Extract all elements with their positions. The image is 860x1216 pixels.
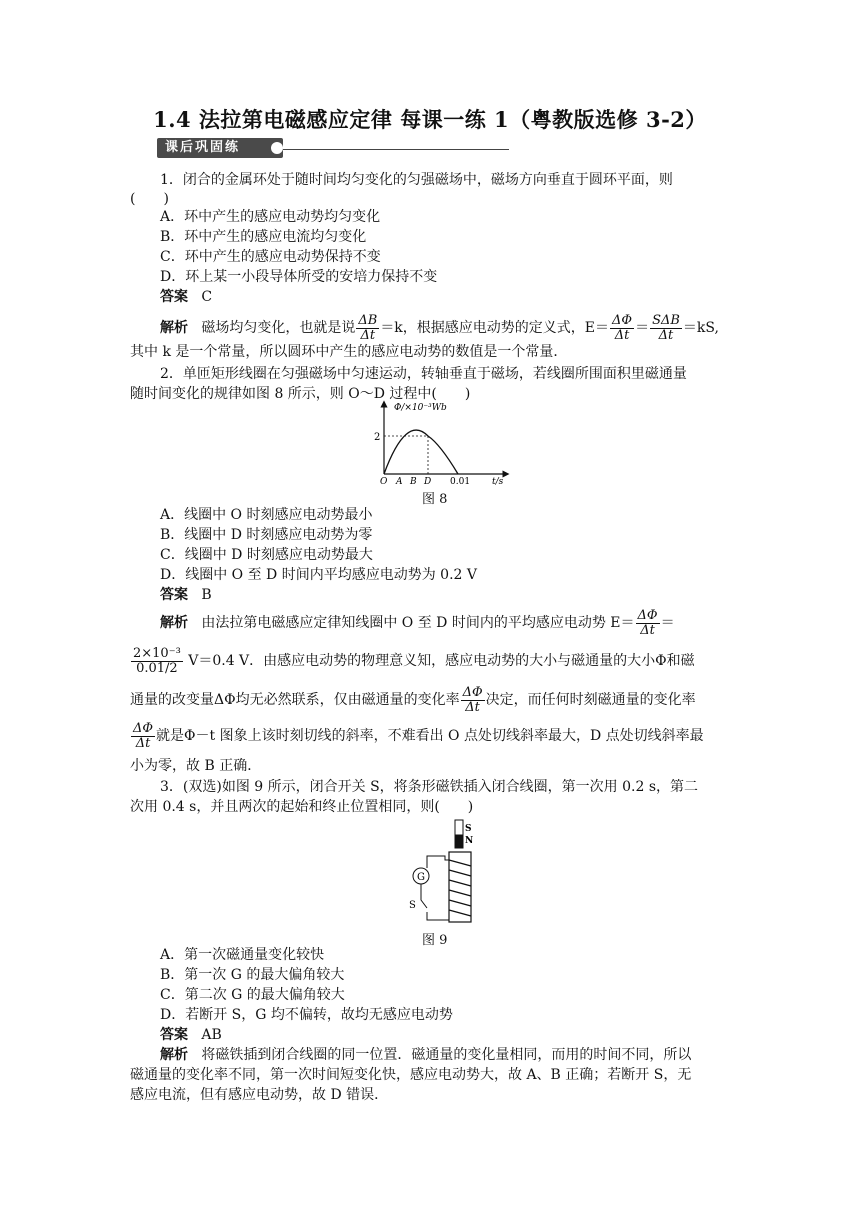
q3-analysis-line3: 感应电流，但有感应电动势，故 D 错误． — [130, 1087, 389, 1103]
point-b: B — [410, 477, 417, 486]
q3-analysis-line1 — [160, 1045, 691, 1065]
q1-frac-dphi-dt — [610, 314, 634, 343]
q2-frac-dphi-dt-a — [636, 609, 660, 638]
q2-analysis-text-3b: 决定，而任何时刻磁通量的变化率 — [485, 692, 696, 708]
q2-frac-b-num: 2×10⁻³ — [133, 645, 181, 661]
section-badge-label: 课后巩固练 — [165, 140, 241, 155]
q1-analysis-text-d: ＝kS, — [682, 320, 719, 336]
section-header — [157, 138, 509, 160]
q3-answer — [160, 1025, 222, 1045]
q2-eq-sign: ＝ — [660, 615, 675, 631]
q1-analysis-text-b: ＝k，根据感应电动势的定义式，E＝ — [380, 320, 610, 336]
q3-option-a: A．第一次磁通量变化较快 — [160, 947, 325, 963]
q2-analysis-text-2: V＝0.4 V．由感应电动势的物理意义知，感应电动势的大小与磁通量的大小Φ和磁 — [188, 653, 695, 669]
y-axis-label: Φ/×10⁻³Wb — [394, 403, 447, 413]
q1-frac1-den: Δt — [360, 327, 376, 343]
q1-analysis-text-c: ＝ — [635, 320, 650, 336]
figure-9-diagram — [405, 816, 485, 928]
q2-analysis-text-1: 由法拉第电磁感应定律知线圈中 O 至 D 时间内的平均感应电动势 E＝ — [201, 615, 635, 631]
q1-analysis-label: 解析 — [160, 320, 188, 336]
wire-bottom — [427, 912, 449, 920]
q1-frac3-num: SΔB — [652, 312, 680, 328]
page-title: 1.4 法拉第电磁感应定律 每课一练 1（粤教版选修 3-2） — [153, 107, 707, 132]
magnet-s-pole — [455, 820, 463, 835]
x-tick-label: 0.01 — [450, 477, 471, 486]
q3-analysis-text-1: 将磁铁插到闭合线圈的同一位置．磁通量的变化量相同，而用的时间不同，所以 — [201, 1047, 692, 1063]
figure-8-caption: 图 8 — [422, 492, 448, 507]
q1-analysis-line1 — [160, 311, 719, 345]
q1-frac-db-dt — [356, 314, 379, 343]
q2-analysis-text-4: 就是Φ－t 图象上该时刻切线的斜率，不难看出 O 点处切线斜率最大，D 点处切线斜率最 — [156, 728, 704, 744]
galvanometer-label: G — [417, 872, 425, 883]
magnet-n-label: N — [465, 836, 474, 846]
x-axis-label: t/s — [492, 477, 504, 486]
q2-frac-d-num: ΔΦ — [133, 720, 154, 736]
q2-answer-label: 答案 — [160, 587, 188, 603]
q2-frac-value — [131, 647, 183, 676]
q2-answer-value: B — [201, 587, 212, 603]
point-d: D — [424, 477, 432, 486]
point-o: O — [380, 477, 388, 486]
q1-answer — [160, 287, 212, 307]
q2-option-b: B．线圈中 D 时刻感应电动势为零 — [160, 527, 373, 543]
coil-windings — [449, 860, 471, 916]
flux-curve — [384, 430, 458, 474]
q2-option-c: C．线圈中 D 时刻感应电动势最大 — [160, 547, 373, 563]
point-a: A — [396, 477, 403, 486]
q1-frac1-num: ΔB — [358, 312, 378, 328]
q1-option-b: B．环中产生的感应电流均匀变化 — [160, 229, 367, 245]
switch-icon — [421, 884, 427, 908]
q3-option-c: C．第二次 G 的最大偏角较大 — [160, 987, 345, 1003]
badge-dot-icon — [271, 142, 283, 154]
q2-frac-b-den: 0.01/2 — [136, 660, 178, 676]
q1-analysis-line2: 其中 k 是一个常量，所以圆环中产生的感应电动势的数值是一个常量． — [130, 344, 568, 360]
q3-option-b: B．第一次 G 的最大偏角较大 — [160, 967, 345, 983]
q2-frac-dphi-dt-d — [131, 722, 155, 751]
q2-frac-a-num: ΔΦ — [637, 607, 658, 623]
q2-answer — [160, 585, 212, 605]
q1-frac3-den: Δt — [658, 327, 674, 343]
q2-frac-a-den: Δt — [640, 622, 655, 638]
section-divider — [283, 149, 509, 150]
magnet-n-pole — [455, 835, 463, 848]
q2-stem-line1: 2．单匝矩形线圈在匀强磁场中匀速运动，转轴垂直于磁场，若线圈所围面积里磁通量 — [160, 366, 687, 382]
q3-stem-line1: 3．(双选)如图 9 所示，闭合开关 S，将条形磁铁插入闭合线圈，第一次用 0.2 s，第二 — [160, 779, 699, 795]
q3-analysis-line2: 磁通量的变化率不同，第一次时间短变化快，感应电动势大，故 A、B 正确；若断开 S，无 — [130, 1067, 692, 1083]
switch-label: S — [409, 900, 416, 911]
q3-stem-line2: 次用 0.4 s，并且两次的起始和终止位置相同，则( ) — [130, 799, 474, 815]
q1-frac2-num: ΔΦ — [612, 312, 633, 328]
q1-answer-value: C — [201, 289, 213, 305]
q3-option-d: D．若断开 S，G 均不偏转，故均无感应电动势 — [160, 1007, 453, 1023]
q1-frac-sdb-dt — [650, 314, 682, 343]
figure-9-caption: 图 9 — [422, 933, 448, 948]
q3-analysis-label: 解析 — [160, 1047, 188, 1063]
q1-option-a: A．环中产生的感应电动势均匀变化 — [160, 209, 381, 225]
q2-stem-line2: 随时间变化的规律如图 8 所示，则 O～D 过程中( ) — [130, 386, 471, 402]
q2-frac-c-den: Δt — [465, 699, 480, 715]
q1-stem-line2: ( ) — [130, 191, 169, 207]
figure-8-chart — [368, 398, 518, 486]
q2-analysis-line3 — [130, 682, 696, 718]
q3-answer-value: AB — [201, 1027, 222, 1043]
q1-option-c: C．环中产生的感应电动势保持不变 — [160, 249, 381, 265]
q1-answer-label: 答案 — [160, 289, 188, 305]
q2-option-d: D．线圈中 O 至 D 时间内平均感应电动势为 0.2 V — [160, 567, 478, 583]
q2-analysis-line1 — [160, 606, 675, 640]
q2-analysis-label: 解析 — [160, 615, 188, 631]
q2-frac-c-num: ΔΦ — [462, 684, 483, 700]
q2-analysis-line2 — [130, 642, 695, 680]
q1-stem-line1: 1．闭合的金属环处于随时间均匀变化的匀强磁场中，磁场方向垂直于圆环平面，则 — [160, 172, 673, 188]
q2-analysis-line4 — [130, 718, 704, 754]
q2-frac-dphi-dt-c — [461, 686, 485, 715]
q2-analysis-text-3a: 通量的改变量ΔΦ均无必然联系，仅由磁通量的变化率 — [130, 692, 460, 708]
q1-analysis-text-a: 磁场均匀变化，也就是说 — [201, 320, 356, 336]
q2-analysis-line5: 小为零，故 B 正确． — [130, 758, 262, 774]
q3-answer-label: 答案 — [160, 1027, 188, 1043]
y-tick-label: 2 — [374, 432, 381, 443]
q1-option-d: D．环上某一小段导体所受的安培力保持不变 — [160, 269, 438, 285]
q2-option-a: A．线圈中 O 时刻感应电动势最小 — [160, 507, 373, 523]
section-badge — [157, 138, 283, 158]
q2-frac-d-den: Δt — [135, 735, 151, 751]
wire-top — [427, 856, 449, 868]
q1-frac2-den: Δt — [614, 327, 630, 343]
magnet-s-label: S — [465, 824, 472, 834]
